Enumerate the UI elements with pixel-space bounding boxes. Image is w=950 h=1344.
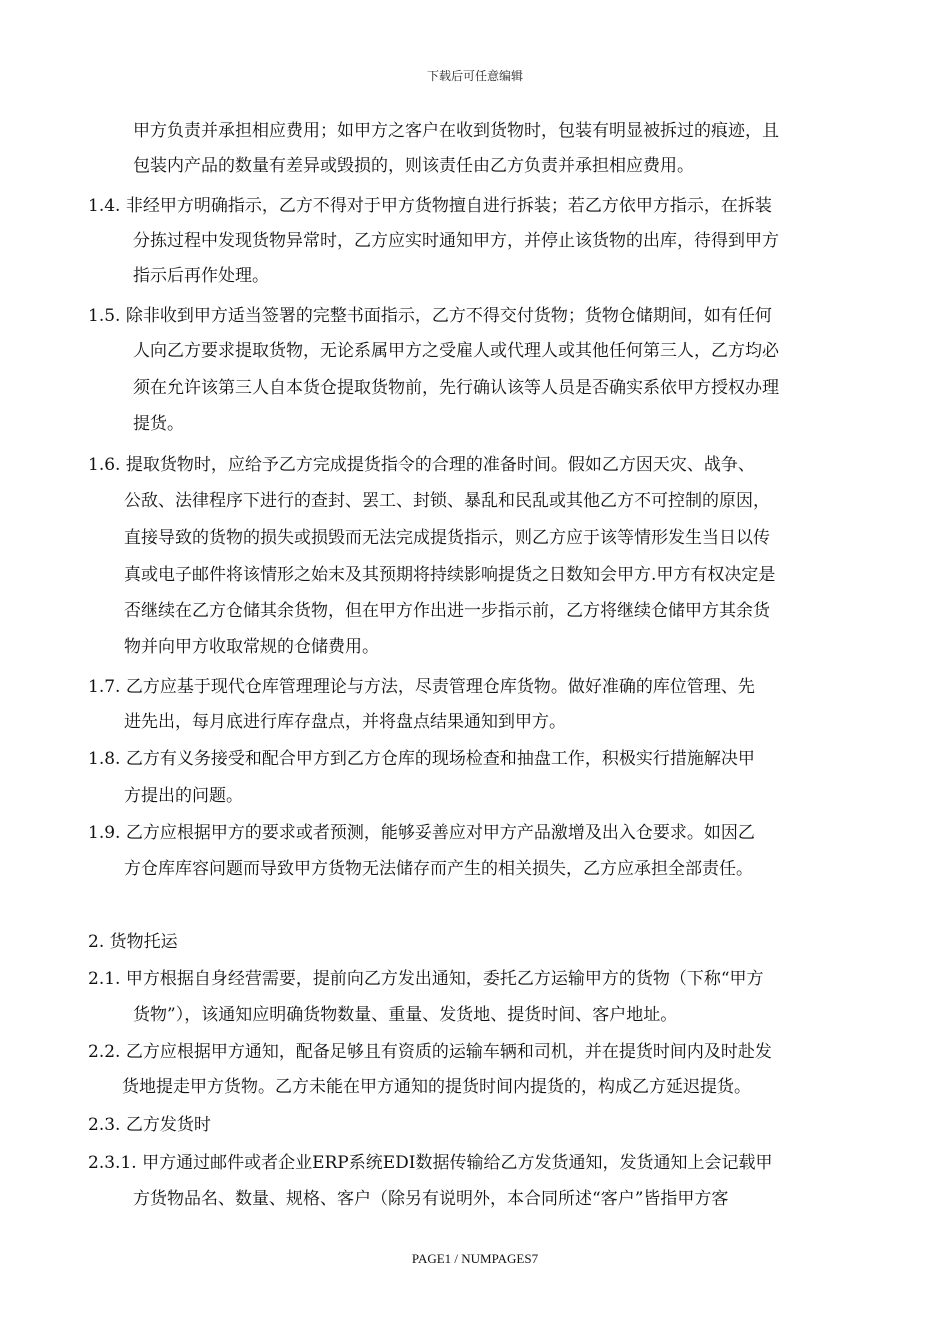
text-line: 1.5. 除非收到甲方适当签署的完整书面指示，乙方不得交付货物；货物仓储期间，如有任何: [88, 306, 772, 326]
text-line: 2.1. 甲方根据自身经营需要，提前向乙方发出通知，委托乙方运输甲方的货物（下称“甲方: [88, 969, 764, 989]
text-line: 1.9. 乙方应根据甲方的要求或者预测，能够妥善应对甲方产品激增及出入仓要求。如因乙: [88, 823, 755, 843]
text-line: 1.8. 乙方有义务接受和配合甲方到乙方仓库的现场检查和抽盘工作，积极实行措施解决甲: [88, 749, 755, 769]
page-footer: PAGE1 / NUMPAGES7: [411, 1251, 539, 1266]
text-line: 方货物品名、数量、规格、客户（除另有说明外，本合同所述“客户”皆指甲方客: [133, 1189, 729, 1209]
text-line: 进先出，每月底进行库存盘点，并将盘点结果通知到甲方。: [124, 712, 566, 732]
text-line: 1.7. 乙方应基于现代仓库管理理论与方法，尽责管理仓库货物。做好准确的库位管理、先: [88, 677, 755, 697]
text-line: 公敌、法律程序下进行的查封、罢工、封锁、暴乱和民乱或其他乙方不可控制的原因，: [124, 491, 770, 511]
text-line: 分拣过程中发现货物异常时，乙方应实时通知甲方，并停止该货物的出库，待得到甲方: [133, 231, 779, 251]
text-line: 1.6. 提取货物时，应给予乙方完成提货指令的合理的准备时间。假如乙方因天灾、战争、: [88, 455, 755, 475]
text-line: 物并向甲方收取常规的仓储费用。: [124, 637, 379, 657]
section-heading: 2. 货物托运: [88, 932, 178, 952]
text-line: 货地提走甲方货物。乙方未能在甲方通知的提货时间内提货的，构成乙方延迟提货。: [122, 1077, 751, 1097]
text-line: 方仓库库容问题而导致甲方货物无法储存而产生的相关损失，乙方应承担全部责任。: [124, 859, 753, 879]
text-line: 方提出的问题。: [124, 786, 243, 806]
text-line: 2.3. 乙方发货时: [88, 1115, 211, 1135]
text-line: 人向乙方要求提取货物，无论系属甲方之受雇人或代理人或其他任何第三人，乙方均必: [133, 341, 779, 361]
text-line: 直接导致的货物的损失或损毁而无法完成提货指示，则乙方应于该等情形发生当日以传: [124, 528, 770, 548]
text-line: 提货。: [133, 414, 184, 434]
page-header: 下载后可任意编辑: [426, 69, 523, 83]
text-line: 1.4. 非经甲方明确指示，乙方不得对于甲方货物擅自进行拆装；若乙方依甲方指示，在拆装: [88, 196, 772, 216]
text-line: 包装内产品的数量有差异或毁损的，则该责任由乙方负责并承担相应费用。: [133, 156, 694, 176]
text-line: 货物”），该通知应明确货物数量、重量、发货地、提货时间、客户地址。: [133, 1005, 678, 1025]
text-line: 甲方负责并承担相应费用；如甲方之客户在收到货物时，包装有明显被拆过的痕迹，且: [133, 121, 779, 141]
text-line: 否继续在乙方仓储其余货物，但在甲方作出进一步指示前，乙方将继续仓储甲方其余货: [124, 601, 770, 621]
text-line: 真或电子邮件将该情形之始末及其预期将持续影响提货之日数知会甲方.甲方有权决定是: [124, 565, 776, 585]
text-line: 2.3.1. 甲方通过邮件或者企业ERP系统EDI数据传输给乙方发货通知，发货通知上会记载甲: [88, 1153, 773, 1173]
text-line: 须在允许该第三人自本货仓提取货物前，先行确认该等人员是否确实系依甲方授权办理: [133, 378, 779, 398]
text-line: 2.2. 乙方应根据甲方通知，配备足够且有资质的运输车辆和司机，并在提货时间内及时赴发: [88, 1042, 772, 1062]
text-line: 指示后再作处理。: [133, 266, 269, 286]
